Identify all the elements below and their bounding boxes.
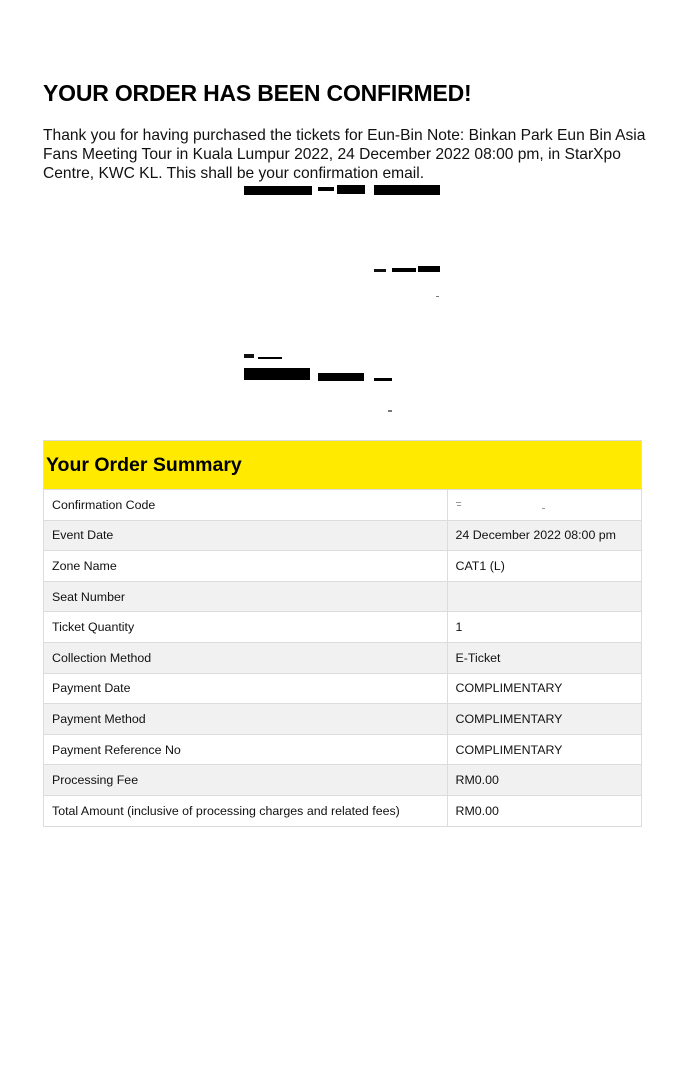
table-row bbox=[44, 704, 641, 735]
row-value-seat-number bbox=[447, 581, 641, 612]
table-row bbox=[44, 581, 641, 612]
redaction-speck bbox=[436, 296, 439, 297]
row-value-payment-reference: COMPLIMENTARY bbox=[447, 734, 641, 765]
row-label-payment-reference: Payment Reference No bbox=[44, 734, 447, 765]
row-label-payment-date: Payment Date bbox=[44, 673, 447, 704]
table-row bbox=[44, 673, 641, 704]
order-summary bbox=[43, 440, 642, 827]
row-value-payment-date: COMPLIMENTARY bbox=[447, 673, 641, 704]
confirmation-headline: YOUR ORDER HAS BEEN CONFIRMED! bbox=[43, 80, 472, 106]
row-label-processing-fee: Processing Fee bbox=[44, 765, 447, 796]
table-row bbox=[44, 551, 641, 582]
order-summary-title: Your Order Summary bbox=[44, 441, 641, 489]
row-value-collection-method: E-Ticket bbox=[447, 642, 641, 673]
table-row bbox=[44, 642, 641, 673]
redaction-bar bbox=[318, 373, 364, 381]
row-value-processing-fee: RM0.00 bbox=[447, 765, 641, 796]
redaction-bar bbox=[244, 368, 310, 380]
row-label-ticket-quantity: Ticket Quantity bbox=[44, 612, 447, 643]
row-value-confirmation-code bbox=[447, 490, 641, 521]
row-label-collection-method: Collection Method bbox=[44, 642, 447, 673]
row-value-payment-method: COMPLIMENTARY bbox=[447, 704, 641, 735]
redaction-bar bbox=[244, 186, 312, 195]
confirmation-intro: Thank you for having purchased the tickets for Eun-Bin Note: Binkan Park Eun Bin Asia Fans Meeting Tour in Kuala Lumpur 2022, 24 December 2022 08:00 pm, in StarXpo Centre, KWC KL. This shall be your confirmation email. bbox=[43, 127, 646, 182]
redaction-bar bbox=[374, 269, 386, 272]
order-summary-table bbox=[44, 489, 641, 826]
row-label-event-date: Event Date bbox=[44, 520, 447, 551]
redaction-bar bbox=[258, 357, 282, 359]
table-row bbox=[44, 490, 641, 521]
redaction-bar bbox=[337, 185, 365, 194]
redacted-confirmation-code bbox=[456, 501, 546, 509]
row-label-zone-name: Zone Name bbox=[44, 551, 447, 582]
redaction-speck bbox=[388, 410, 392, 412]
row-label-confirmation-code: Confirmation Code bbox=[44, 490, 447, 521]
row-value-ticket-quantity: 1 bbox=[447, 612, 641, 643]
table-row bbox=[44, 520, 641, 551]
row-value-total-amount: RM0.00 bbox=[447, 795, 641, 826]
redaction-bar bbox=[244, 354, 254, 358]
redaction-bar bbox=[374, 185, 440, 195]
row-label-total-amount: Total Amount (inclusive of processing charges and related fees) bbox=[44, 795, 447, 826]
redaction-bar bbox=[418, 266, 440, 272]
row-value-zone-name: CAT1 (L) bbox=[447, 551, 641, 582]
redaction-bar bbox=[392, 268, 416, 272]
row-value-event-date: 24 December 2022 08:00 pm bbox=[447, 520, 641, 551]
table-row bbox=[44, 765, 641, 796]
row-label-payment-method: Payment Method bbox=[44, 704, 447, 735]
row-label-seat-number: Seat Number bbox=[44, 581, 447, 612]
table-row bbox=[44, 734, 641, 765]
redaction-bar bbox=[374, 378, 392, 381]
table-row bbox=[44, 795, 641, 826]
table-row bbox=[44, 612, 641, 643]
redaction-bar bbox=[318, 187, 334, 191]
